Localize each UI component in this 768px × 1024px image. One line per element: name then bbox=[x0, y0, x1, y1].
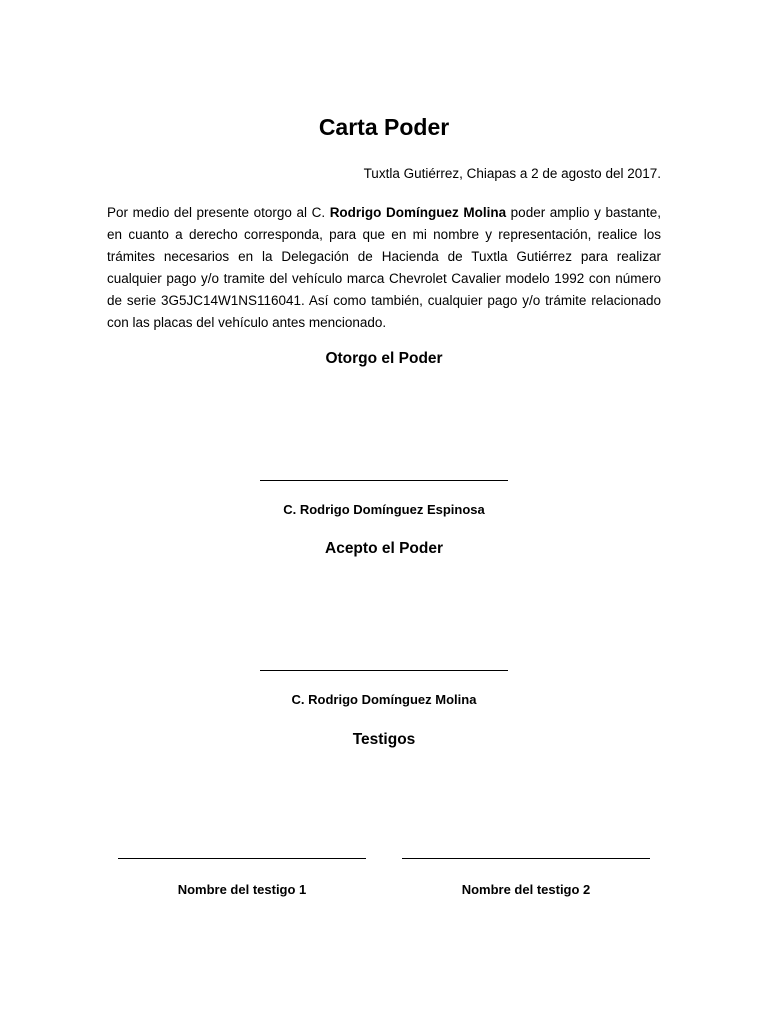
document-title: Carta Poder bbox=[318, 114, 450, 140]
witness-2-name: Nombre del testigo 2 bbox=[461, 882, 591, 897]
witness-2-signature-line bbox=[402, 858, 650, 859]
body-paragraph bbox=[107, 202, 661, 334]
place-date: Tuxtla Gutiérrez, Chiapas a 2 de agosto del 2017. bbox=[363, 166, 661, 181]
acceptor-signature-line bbox=[260, 670, 508, 671]
witness-1-name: Nombre del testigo 1 bbox=[177, 882, 307, 897]
witnesses-heading: Testigos bbox=[352, 731, 416, 748]
body-intro: Por medio del presente otorgo al C. bbox=[107, 205, 330, 220]
acceptor-name: C. Rodrigo Domínguez Molina bbox=[291, 692, 477, 707]
grantor-heading: Otorgo el Poder bbox=[325, 350, 443, 367]
grantor-signature-line bbox=[260, 480, 508, 481]
body-rest: poder amplio y bastante, en cuanto a derecho corresponda, para que en mi nombre y representación, realice los trámites necesarios en la Delegación de Hacienda de Tuxtla Gutiérrez para realizar cualquier pago y/o tramite del vehículo marca Chevrolet Cavalier modelo 1992 con número de serie 3G5JC14W1NS116041. Así como también, cualquier pago y/o trámite relacionado con las placas del vehículo antes mencionado. bbox=[107, 205, 662, 330]
witness-1-signature-line bbox=[118, 858, 366, 859]
attorney-name: Rodrigo Domínguez Molina bbox=[329, 205, 507, 220]
grantor-name: C. Rodrigo Domínguez Espinosa bbox=[283, 502, 485, 517]
acceptor-heading: Acepto el Poder bbox=[325, 540, 443, 557]
